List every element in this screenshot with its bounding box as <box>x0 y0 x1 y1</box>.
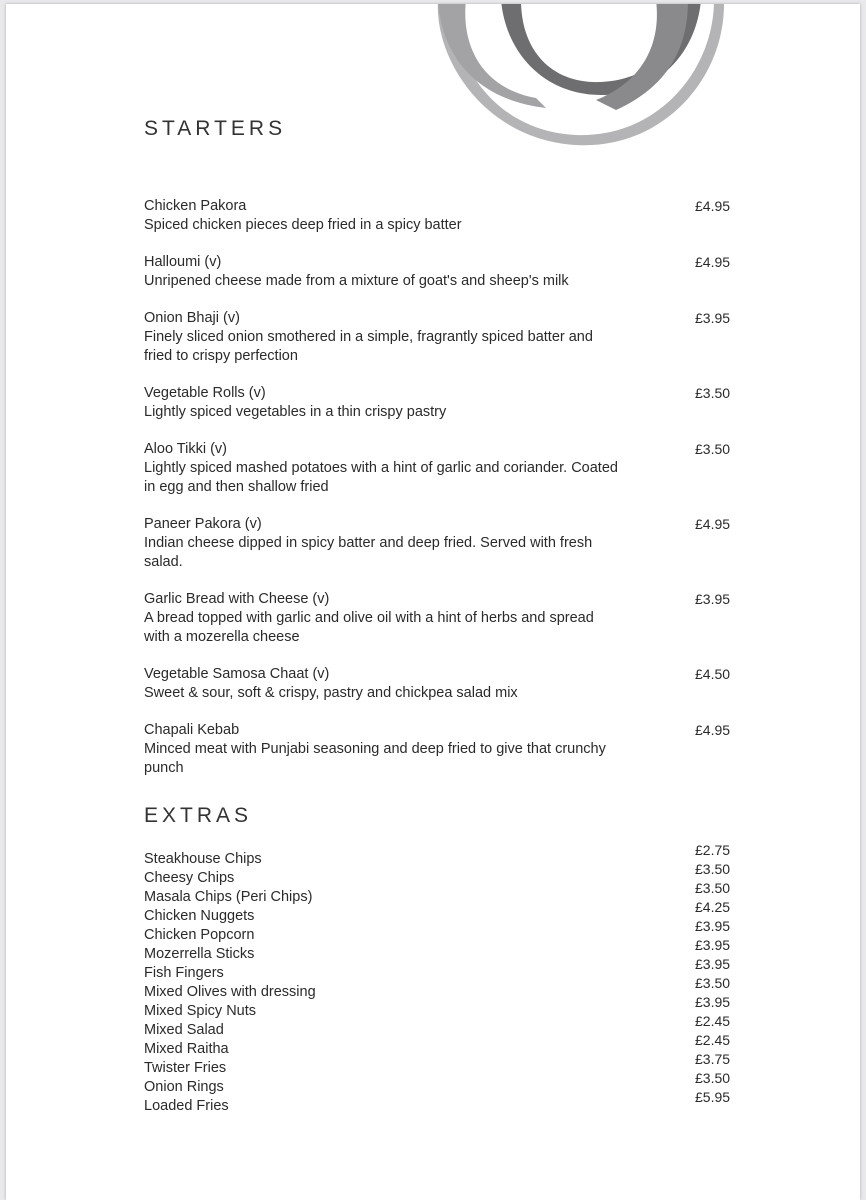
starter-name: Chicken Pakora <box>144 198 247 214</box>
starter-name: Garlic Bread with Cheese (v) <box>144 591 330 607</box>
starter-price: £4.95 <box>695 254 731 270</box>
starter-description: A bread topped with garlic and olive oil with a hint of herbs and spread with a mozerella cheese <box>144 610 594 645</box>
starter-name: Aloo Tikki (v) <box>144 441 227 457</box>
extras-heading: EXTRAS <box>144 804 253 827</box>
starter-name: Chapali Kebab <box>144 722 240 738</box>
extra-name: Mixed Raitha <box>144 1041 229 1057</box>
starter-description: Spiced chicken pieces deep fried in a spicy batter <box>144 217 462 233</box>
extra-price: £3.95 <box>695 937 731 953</box>
extra-name: Mixed Olives with dressing <box>144 984 316 1000</box>
extras-prices-column <box>695 841 730 1107</box>
extra-price: £3.95 <box>695 994 731 1010</box>
starter-price: £3.95 <box>695 591 731 607</box>
starter-item <box>144 384 744 422</box>
starter-description: Sweet & sour, soft & crispy, pastry and chickpea salad mix <box>144 685 518 701</box>
starter-item <box>144 515 744 572</box>
extra-name: Mixed Salad <box>144 1022 224 1038</box>
extra-price: £2.45 <box>695 1013 731 1029</box>
starter-price: £4.50 <box>695 666 731 682</box>
extra-name: Loaded Fries <box>144 1098 229 1114</box>
extra-price: £5.95 <box>695 1089 731 1105</box>
extra-name: Steakhouse Chips <box>144 851 262 867</box>
starter-description: Lightly spiced mashed potatoes with a hint of garlic and coriander. Coated in egg and then shallow fried <box>144 460 618 495</box>
ring-swirl-logo <box>426 4 736 155</box>
starters-heading: STARTERS <box>144 117 287 140</box>
starter-item <box>144 665 744 703</box>
extra-name: Chicken Popcorn <box>144 927 255 943</box>
extra-price: £4.25 <box>695 899 731 915</box>
extra-name: Mozerrella Sticks <box>144 946 255 962</box>
starter-name: Halloumi (v) <box>144 254 222 270</box>
menu-page <box>6 4 860 1200</box>
extra-name: Twister Fries <box>144 1060 227 1076</box>
starter-item <box>144 590 744 647</box>
extra-name: Fish Fingers <box>144 965 224 981</box>
extra-price: £2.45 <box>695 1032 731 1048</box>
starter-price: £3.50 <box>695 385 731 401</box>
extra-price: £3.75 <box>695 1051 731 1067</box>
starter-description: Indian cheese dipped in spicy batter and deep fried. Served with fresh salad. <box>144 535 593 570</box>
starter-item <box>144 440 744 497</box>
extra-name: Masala Chips (Peri Chips) <box>144 889 313 905</box>
starter-item <box>144 253 744 291</box>
starter-description: Finely sliced onion smothered in a simple, fragrantly spiced batter and fried to crispy perfection <box>144 329 593 364</box>
starter-name: Vegetable Rolls (v) <box>144 385 266 401</box>
starter-item <box>144 309 744 366</box>
starter-name: Onion Bhaji (v) <box>144 310 240 326</box>
extra-price: £3.95 <box>695 956 731 972</box>
starter-price: £4.95 <box>695 516 731 532</box>
extra-price: £2.75 <box>695 842 731 858</box>
extra-price: £3.50 <box>695 975 731 991</box>
starters-list <box>144 197 744 796</box>
starter-name: Vegetable Samosa Chaat (v) <box>144 666 330 682</box>
extra-name: Onion Rings <box>144 1079 224 1095</box>
extra-price: £3.50 <box>695 1070 731 1086</box>
starter-price: £3.50 <box>695 441 731 457</box>
extra-name: Cheesy Chips <box>144 870 235 886</box>
starter-description: Lightly spiced vegetables in a thin crispy pastry <box>144 404 447 420</box>
starter-item <box>144 721 744 778</box>
extra-price: £3.95 <box>695 918 731 934</box>
starter-price: £4.95 <box>695 722 731 738</box>
starter-item <box>144 197 744 235</box>
extra-price: £3.50 <box>695 861 731 877</box>
extra-name: Chicken Nuggets <box>144 908 255 924</box>
starter-price: £3.95 <box>695 310 731 326</box>
extras-names-column <box>144 850 316 1116</box>
extra-name: Mixed Spicy Nuts <box>144 1003 257 1019</box>
starter-description: Minced meat with Punjabi seasoning and deep fried to give that crunchy punch <box>144 741 606 776</box>
starter-name: Paneer Pakora (v) <box>144 516 262 532</box>
starter-description: Unripened cheese made from a mixture of goat's and sheep's milk <box>144 273 569 289</box>
starter-price: £4.95 <box>695 198 731 214</box>
extra-price: £3.50 <box>695 880 731 896</box>
